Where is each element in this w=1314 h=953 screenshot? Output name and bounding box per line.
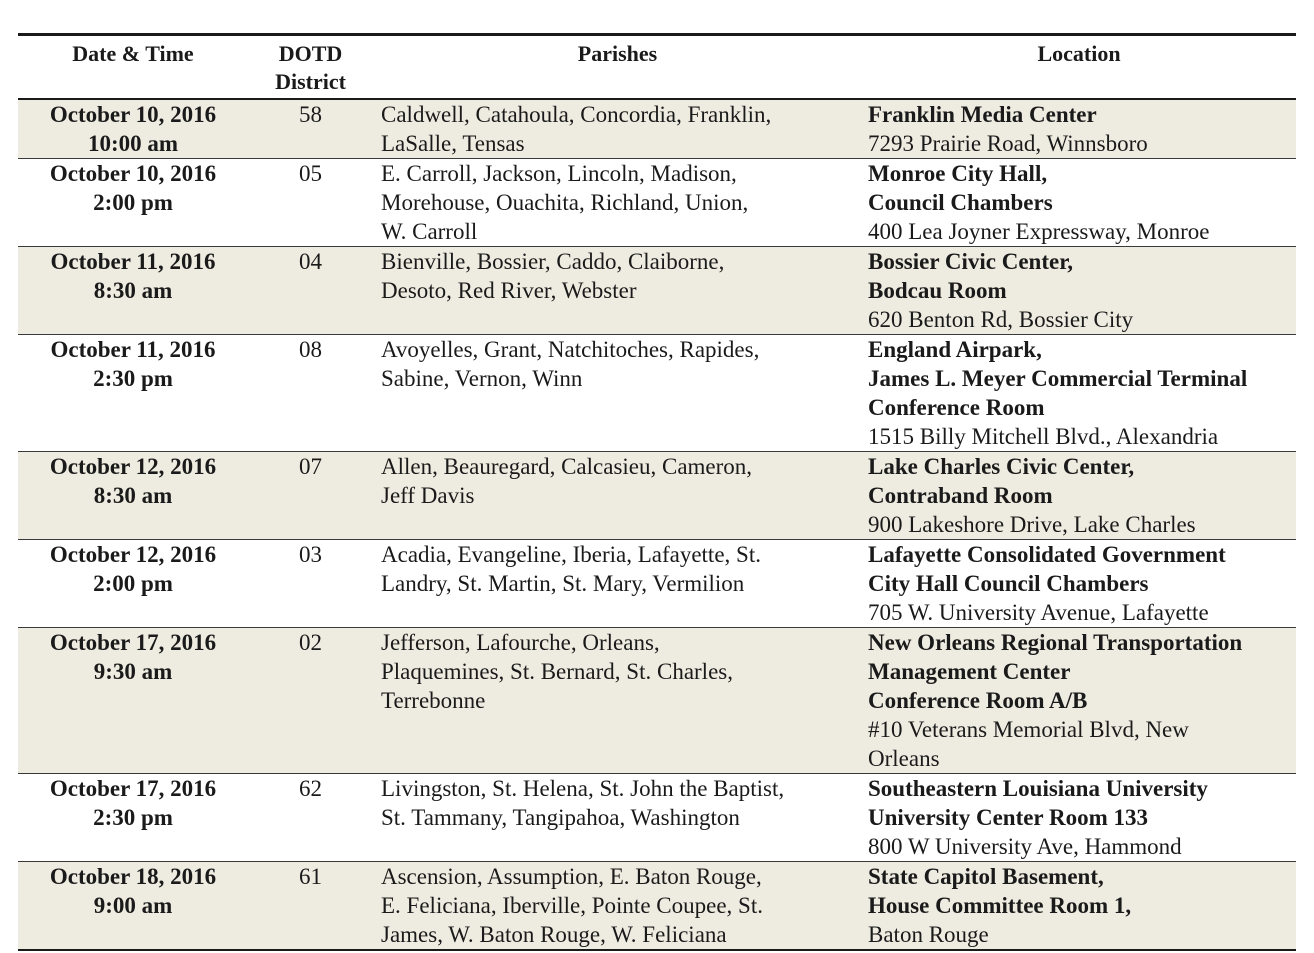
district-cell (248, 774, 373, 862)
parishes-line: James, W. Baton Rouge, W. Feliciana (381, 922, 727, 947)
venue-name: State Capitol Basement, (868, 864, 1104, 889)
parishes-cell (373, 862, 862, 951)
parishes-line: E. Feliciana, Iberville, Pointe Coupee, St. (381, 893, 763, 918)
meeting-time: 9:00 am (93, 893, 173, 918)
location-cell (862, 774, 1296, 862)
parishes-cell (373, 452, 862, 540)
parishes-line: Bienville, Bossier, Caddo, Claiborne, (381, 249, 725, 274)
parishes-line: E. Carroll, Jackson, Lincoln, Madison, (381, 161, 737, 186)
meeting-time: 8:30 am (93, 278, 173, 303)
parishes-line: Terrebonne (381, 688, 486, 713)
parishes-line: Sabine, Vernon, Winn (381, 366, 583, 391)
venue-name: University Center Room 133 (868, 805, 1148, 830)
meeting-time: 2:30 pm (93, 805, 173, 830)
location-cell (862, 247, 1296, 335)
district-cell (248, 247, 373, 335)
table-row (18, 335, 1296, 452)
table-row (18, 452, 1296, 540)
parishes-cell (373, 540, 862, 628)
table-row (18, 159, 1296, 247)
date-time-cell (18, 335, 248, 452)
schedule-table (18, 33, 1296, 951)
venue-name: Bodcau Room (868, 278, 1007, 303)
table-row (18, 774, 1296, 862)
parishes-cell (373, 99, 862, 159)
venue-address: 705 W. University Avenue, Lafayette (868, 600, 1209, 625)
district-number: 62 (299, 776, 322, 801)
parishes-cell (373, 774, 862, 862)
date-time-cell (18, 862, 248, 951)
header-district-line1: DOTD (278, 41, 343, 66)
district-number: 08 (299, 337, 322, 362)
venue-address: 620 Benton Rd, Bossier City (868, 307, 1134, 332)
meeting-time: 2:30 pm (93, 366, 173, 391)
venue-name: Council Chambers (868, 190, 1053, 215)
location-cell (862, 628, 1296, 774)
venue-address: 1515 Billy Mitchell Blvd., Alexandria (868, 424, 1219, 449)
venue-name: James L. Meyer Commercial Terminal (868, 366, 1248, 391)
venue-name: Conference Room A/B (868, 688, 1088, 713)
meeting-date: October 18, 2016 (49, 864, 217, 889)
parishes-line: Caldwell, Catahoula, Concordia, Franklin, (381, 102, 772, 127)
table-row (18, 540, 1296, 628)
meeting-date: October 10, 2016 (49, 161, 217, 186)
header-date-time-label: Date & Time (72, 41, 194, 66)
meeting-time: 10:00 am (87, 131, 179, 156)
district-cell (248, 99, 373, 159)
parishes-line: Jefferson, Lafourche, Orleans, (381, 630, 660, 655)
parishes-cell (373, 159, 862, 247)
district-number: 58 (299, 102, 322, 127)
date-time-cell (18, 540, 248, 628)
parishes-line: LaSalle, Tensas (381, 131, 525, 156)
district-number: 05 (299, 161, 322, 186)
parishes-line: W. Carroll (381, 219, 478, 244)
location-cell (862, 159, 1296, 247)
header-district (248, 35, 373, 100)
meeting-date: October 10, 2016 (49, 102, 217, 127)
parishes-line: Morehouse, Ouachita, Richland, Union, (381, 190, 749, 215)
meeting-date: October 11, 2016 (50, 249, 216, 274)
venue-name: Monroe City Hall, (868, 161, 1048, 186)
parishes-line: Jeff Davis (381, 483, 475, 508)
venue-address: #10 Veterans Memorial Blvd, New (868, 717, 1189, 742)
district-cell (248, 862, 373, 951)
district-number: 02 (299, 630, 322, 655)
district-cell (248, 628, 373, 774)
district-number: 07 (299, 454, 322, 479)
venue-address: 900 Lakeshore Drive, Lake Charles (868, 512, 1196, 537)
table-row (18, 99, 1296, 159)
meeting-date: October 17, 2016 (49, 776, 217, 801)
parishes-line: Livingston, St. Helena, St. John the Baptist, (381, 776, 785, 801)
header-row (18, 35, 1296, 100)
venue-address: Baton Rouge (868, 922, 989, 947)
table-body (18, 99, 1296, 950)
venue-name: Lafayette Consolidated Government (868, 542, 1226, 567)
parishes-cell (373, 335, 862, 452)
parishes-cell (373, 628, 862, 774)
district-cell (248, 159, 373, 247)
meeting-date: October 12, 2016 (49, 542, 217, 567)
parishes-cell (373, 247, 862, 335)
venue-address: Orleans (868, 746, 940, 771)
meeting-time: 2:00 pm (93, 190, 173, 215)
venue-name: Management Center (868, 659, 1071, 684)
venue-name: City Hall Council Chambers (868, 571, 1149, 596)
venue-name: Bossier Civic Center, (868, 249, 1074, 274)
header-location (862, 35, 1296, 100)
venue-name: England Airpark, (868, 337, 1042, 362)
table-row (18, 862, 1296, 951)
meeting-date: October 11, 2016 (50, 337, 216, 362)
header-date-time (18, 35, 248, 100)
venue-name: House Committee Room 1, (868, 893, 1132, 918)
venue-address: 7293 Prairie Road, Winnsboro (868, 131, 1148, 156)
district-number: 03 (299, 542, 322, 567)
parishes-line: Acadia, Evangeline, Iberia, Lafayette, St. (381, 542, 761, 567)
date-time-cell (18, 247, 248, 335)
meeting-time: 8:30 am (93, 483, 173, 508)
district-number: 04 (299, 249, 322, 274)
header-parishes (373, 35, 862, 100)
parishes-line: St. Tammany, Tangipahoa, Washington (381, 805, 740, 830)
parishes-line: Landry, St. Martin, St. Mary, Vermilion (381, 571, 745, 596)
venue-address: 400 Lea Joyner Expressway, Monroe (868, 219, 1210, 244)
table-header (18, 35, 1296, 100)
meeting-date: October 12, 2016 (49, 454, 217, 479)
header-parishes-label: Parishes (577, 41, 658, 66)
header-district-line2: District (275, 69, 346, 94)
district-number: 61 (299, 864, 322, 889)
parishes-line: Desoto, Red River, Webster (381, 278, 637, 303)
location-cell (862, 335, 1296, 452)
date-time-cell (18, 628, 248, 774)
location-cell (862, 540, 1296, 628)
venue-name: Southeastern Louisiana University (868, 776, 1208, 801)
location-cell (862, 99, 1296, 159)
venue-name: New Orleans Regional Transportation (868, 630, 1243, 655)
venue-name: Contraband Room (868, 483, 1053, 508)
location-cell (862, 452, 1296, 540)
table-row (18, 628, 1296, 774)
header-location-label: Location (1037, 41, 1121, 66)
district-cell (248, 540, 373, 628)
district-cell (248, 452, 373, 540)
date-time-cell (18, 774, 248, 862)
meeting-schedule (18, 33, 1296, 951)
parishes-line: Allen, Beauregard, Calcasieu, Cameron, (381, 454, 753, 479)
venue-name: Lake Charles Civic Center, (868, 454, 1135, 479)
parishes-line: Plaquemines, St. Bernard, St. Charles, (381, 659, 733, 684)
meeting-date: October 17, 2016 (49, 630, 217, 655)
venue-name: Franklin Media Center (868, 102, 1097, 127)
date-time-cell (18, 159, 248, 247)
venue-name: Conference Room (868, 395, 1045, 420)
date-time-cell (18, 452, 248, 540)
district-cell (248, 335, 373, 452)
parishes-line: Avoyelles, Grant, Natchitoches, Rapides, (381, 337, 760, 362)
table-row (18, 247, 1296, 335)
meeting-time: 2:00 pm (93, 571, 173, 596)
meeting-time: 9:30 am (93, 659, 173, 684)
venue-address: 800 W University Ave, Hammond (868, 834, 1182, 859)
location-cell (862, 862, 1296, 951)
parishes-line: Ascension, Assumption, E. Baton Rouge, (381, 864, 762, 889)
date-time-cell (18, 99, 248, 159)
